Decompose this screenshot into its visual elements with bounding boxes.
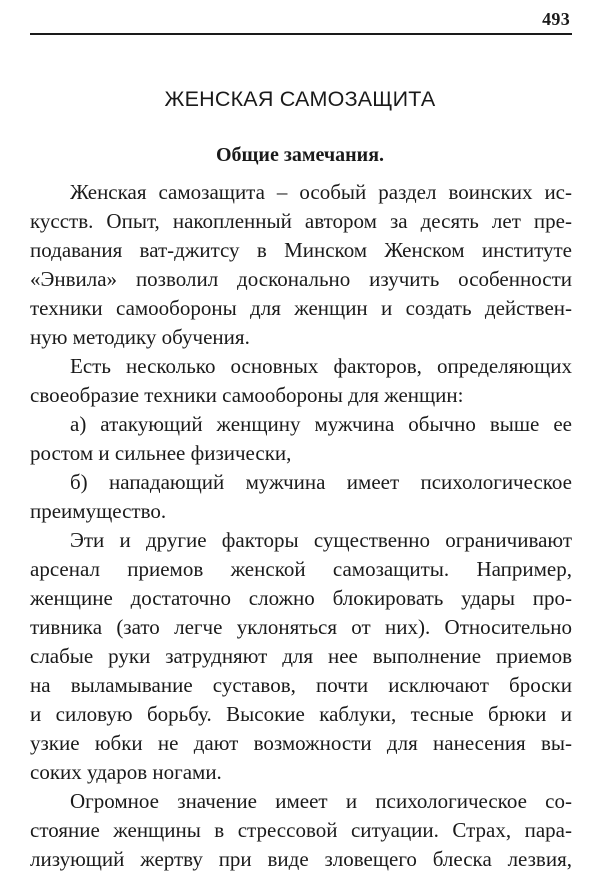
text-line: техники самообороны для женщин и создать действен- [30, 296, 572, 320]
text-line: кусств. Опыт, накопленный автором за десять лет пре- [30, 209, 572, 233]
body-text [30, 178, 572, 874]
text-line: женщине достаточно сложно блокировать удары про- [30, 586, 572, 610]
text-line: «Энвила» позволил досконально изучить особенности [30, 267, 572, 291]
chapter-title: ЖЕНСКАЯ САМОЗАЩИТА [164, 87, 436, 111]
text-line: а) атакующий женщину мужчина обычно выше ее [70, 412, 572, 436]
text-line: Огромное значение имеет и психологическое со- [70, 789, 572, 813]
header-rule [30, 33, 572, 35]
page-number: 493 [542, 9, 570, 29]
text-line: подавания ват-джитсу в Минском Женском институте [30, 238, 572, 262]
text-line: Эти и другие факторы существенно ограничивают [70, 528, 572, 552]
section-title: Общие замечания. [215, 144, 385, 166]
text-line: стояние женщины в стрессовой ситуации. Страх, пара- [30, 818, 572, 842]
text-line: преимущество. [30, 499, 167, 523]
text-line: Есть несколько основных факторов, определяющих [70, 354, 572, 378]
text-line: своеобразие техники самообороны для женщин: [30, 383, 464, 407]
text-line: б) нападающий мужчина имеет психологическое [70, 470, 572, 494]
text-line: тивника (зато легче уклоняться от них). Относительно [30, 615, 572, 639]
text-line: ную методику обучения. [30, 325, 250, 349]
text-line: лизующий жертву при виде зловещего блеска лезвия, [30, 847, 572, 871]
text-line: узкие юбки не дают возможности для нанесения вы- [30, 731, 572, 755]
text-line: ростом и сильнее физически, [30, 441, 292, 465]
text-line: соких ударов ногами. [30, 760, 222, 784]
text-line: и силовую борьбу. Высокие каблуки, тесные брюки и [30, 702, 572, 726]
text-line: слабые руки затрудняют для нее выполнение приемов [30, 644, 572, 668]
text-line: Женская самозащита – особый раздел воинских ис- [70, 180, 572, 204]
text-line: на выламывание суставов, почти исключают броски [30, 673, 572, 697]
text-line: арсенал приемов женской самозащиты. Например, [30, 557, 572, 581]
